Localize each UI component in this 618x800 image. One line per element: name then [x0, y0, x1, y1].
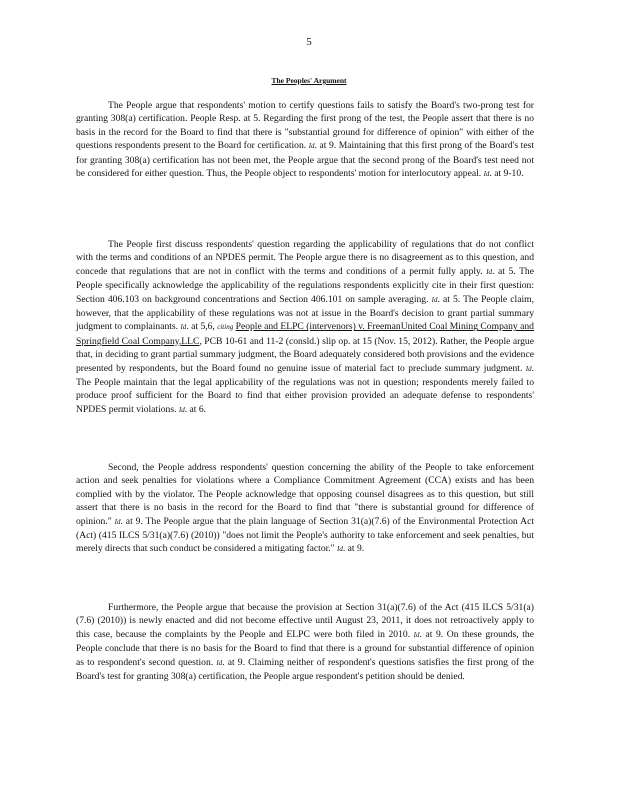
citation-id: Id — [483, 170, 490, 179]
citation-id: Id — [413, 630, 420, 639]
paragraph-text: . at 9. On these grounds, the People conclude that there is no basis for the Board to find that there is a ground for substantial difference of opinion as to respondent's second question. — [76, 628, 534, 668]
paragraph-3 — [76, 461, 534, 557]
citation-id: Id — [114, 517, 121, 526]
citation-id: Id — [486, 267, 493, 276]
paragraph-text: . at 9-10. — [489, 168, 524, 180]
paragraph-text: . at 9. — [342, 543, 365, 555]
section-heading-text: The Peoples' Argument — [271, 76, 347, 85]
citation-id: Id — [431, 295, 438, 304]
paragraph-4 — [76, 601, 534, 683]
paragraph-1 — [76, 99, 534, 181]
paragraph-text: . at 9. The People argue that the plain language of Section 31(a)(7.6) of the Environmental Protection Act (Act) (415 ILCS 5/31(a)(7.6) (2010)) "does not limit the People's authority to take enforcement and seek penalties, but merely directs that such conduct be considered a mitigating factor." — [76, 515, 534, 555]
section-heading — [0, 76, 618, 85]
citation-signal: citing — [217, 323, 234, 332]
paragraph-2 — [76, 238, 534, 417]
paragraph-text: . The People maintain that the legal applicability of the regulations was not in question; respondents merely failed to produce proof sufficient for the Board to find that either provision provided an adequate defense to respondents' NPDES permit violations. — [76, 362, 534, 415]
citation-id: Id — [308, 142, 315, 151]
paragraph-text: The People first discuss respondents' question regarding the applicability of regulations that do not conflict with the terms and conditions of an NPDES permit. The People argue there is no disagreement as to this question, and concede that regulations that are not in conflict with the terms and conditions of a permit fully apply. — [76, 239, 534, 277]
paragraph-text: . at 9. Maintaining that this first prong of the Board's test for granting 308(a) certification has not been met, the People argue that the second prong of the Board's test need not be considered for either question. Thus, the People object to respondents' motion for interlocutory appeal. — [76, 140, 534, 180]
paragraph-text: . at 5. The People claim, however, that the applicability of these regulations was not at issue in the Board's decision to grant partial summary judgment to complainants. — [76, 293, 534, 333]
paragraph-text: , PCB 10-61 and 11-2 (consld.) slip op. at 15 (Nov. 15, 2012). Rather, the People argue that, in deciding to grant partial summary judgment, the Board adequately considered both provisions and the evidence presented by respondents, but the Board found no genuine issue of material fact to preclude summary judgment. — [76, 335, 534, 374]
paragraph-text: . at 5,6, — [186, 321, 215, 333]
citation-id: Id — [178, 405, 185, 414]
paragraph-text: . at 6. — [184, 403, 207, 415]
paragraph-text: . at 5. The People specifically acknowledge the applicability of the regulations respondents explicitly cite in their first question: Section 406.103 on background concentrations and Section 406.101 on sample averaging. — [76, 265, 534, 305]
case-citation: People and ELPC (intervenors) v. FreemanUnited Coal Mining Company and Springfield Coal Company,LLC — [76, 321, 534, 347]
paragraph-text: Second, the People address respondents' question concerning the ability of the People to take enforcement action and seek penalties for violations where a Compliance Commitment Agreement (CCA) exists and has been complied with by the violator. The People acknowledge that opposing counsel disagrees as to this question, but still assert that there is no basis in the record for the Board to find that "there is substantial ground for difference of opinion." — [76, 462, 534, 527]
citation-id: Id — [216, 658, 223, 667]
paragraph-text: . at 9. Claiming neither of respondent's questions satisfies the first prong of the Board's test for granting 308(a) certification, the People argue respondent's petition should be denied. — [76, 656, 534, 683]
paragraph-text: Furthermore, the People argue that because the provision at Section 31(a)(7.6) of the Act (415 ILCS 5/31(a)(7.6) (2010)) is newly enacted and did not become effective until August 23, 2011, it does not retroactively apply to this case, because the complaints by the People and ELPC were both filed in 2010. — [76, 602, 534, 640]
citation-id: Id — [337, 545, 343, 554]
citation-id: Id — [525, 364, 532, 373]
paragraph-text: The People argue that respondents' motion to certify questions fails to satisfy the Board's two-prong test for granting 308(a) certification. People Resp. at 5. Regarding the first prong of the test, the People assert that there is no basis in the record for the Board to find that there is "substantial ground for difference of opinion" with either of the questions respondents present to the Board for certification. — [76, 100, 534, 152]
page-number: 5 — [306, 36, 312, 48]
citation-id: Id — [180, 323, 187, 332]
